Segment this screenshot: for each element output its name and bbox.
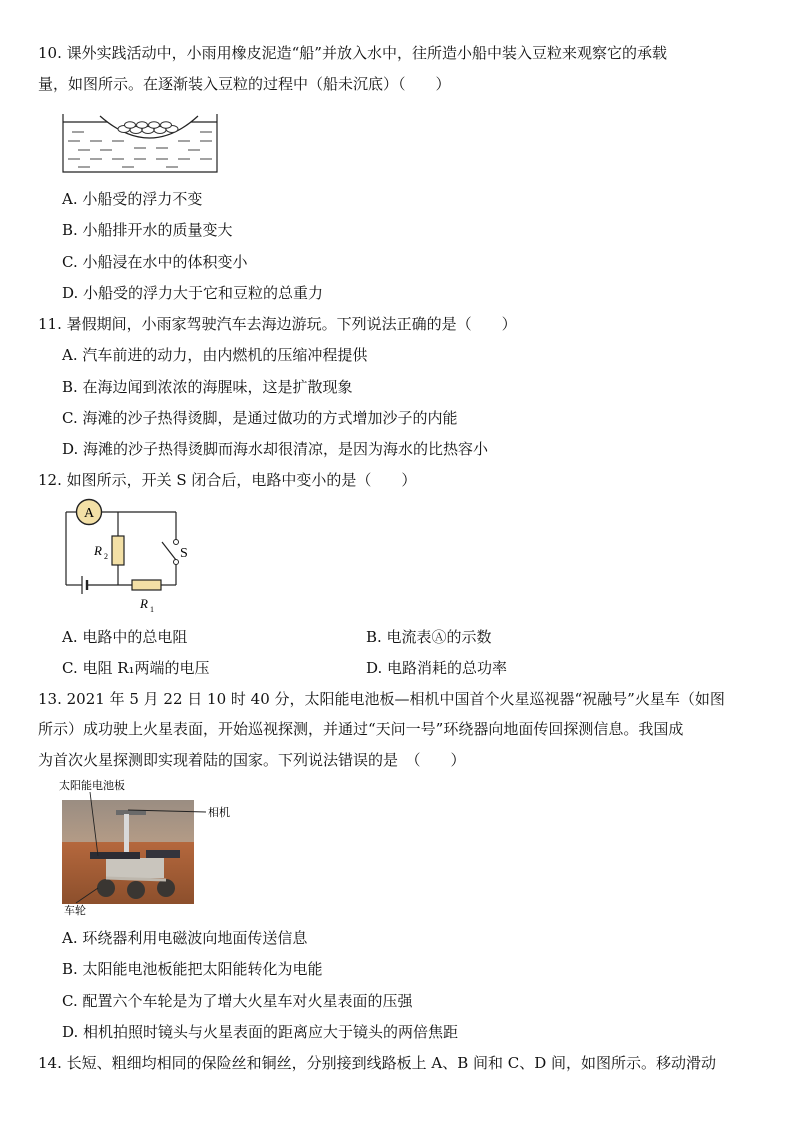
q12-option-a: A. 电路中的总电阻 <box>62 628 188 646</box>
boat-in-water-figure <box>60 108 220 176</box>
q10-option-c: C. 小船浸在水中的体积变小 <box>62 253 248 271</box>
label-wheel: 车轮 <box>64 905 86 917</box>
q12-option-d: D. 电路消耗的总功率 <box>366 659 508 677</box>
switch-label: S <box>180 546 188 561</box>
q13-stem-line2: 所示）成功驶上火星表面，开始巡视探测，并通过“天问一号”环绕器向地面传回探测信息。我国成 <box>38 720 684 738</box>
resistor-r1 <box>132 580 161 590</box>
q11-option-c: C. 海滩的沙子热得烫脚，是通过做功的方式增加沙子的内能 <box>62 409 458 427</box>
q12-option-c: C. 电阻 R₁两端的电压 <box>62 659 210 677</box>
switch-contact-bottom <box>174 560 179 565</box>
switch-contact-top <box>174 540 179 545</box>
q12-option-b: B. 电流表Ⓐ的示数 <box>366 628 492 646</box>
q10-option-d: D. 小船受的浮力大于它和豆粒的总重力 <box>62 284 324 302</box>
q11-stem: 11. 暑假期间，小雨家驾驶汽车去海边游玩。下列说法正确的是（ ） <box>38 315 517 333</box>
ammeter-label: A <box>83 506 95 521</box>
q10-option-b: B. 小船排开水的质量变大 <box>62 221 233 239</box>
label-solar-panel: 太阳能电池板 <box>59 780 125 792</box>
q13-option-c: C. 配置六个车轮是为了增大火星车对火星表面的压强 <box>62 992 413 1010</box>
label-camera: 相机 <box>208 807 230 819</box>
q14-stem-line1: 14. 长短、粗细均相同的保险丝和铜丝，分别接到线路板上 A、B 间和 C、D 间，如图所示。移动滑动 <box>38 1054 717 1072</box>
q11-option-d: D. 海滩的沙子热得烫脚而海水却很清凉，是因为海水的比热容小 <box>62 440 489 458</box>
q13-stem-line1: 13. 2021 年 5 月 22 日 10 时 40 分，太阳能电池板—相机中国首个火星巡视器“祝融号”火星车（如图 <box>38 690 725 708</box>
q13-option-a: A. 环绕器利用电磁波向地面传送信息 <box>62 929 308 947</box>
q10-stem-line1: 10. 课外实践活动中，小雨用橡皮泥造“船”并放入水中，往所造小船中装入豆粒来观察它的承载 <box>38 44 667 62</box>
q13-option-b: B. 太阳能电池板能把太阳能转化为电能 <box>62 960 323 978</box>
q11-option-a: A. 汽车前进的动力，由内燃机的压缩冲程提供 <box>62 346 368 364</box>
r1-subscript: 1 <box>150 605 154 614</box>
circuit-diagram <box>58 498 208 618</box>
q13-option-d: D. 相机拍照时镜头与火星表面的距离应大于镜头的两倍焦距 <box>62 1023 459 1041</box>
rover-annotation-lines <box>58 776 248 922</box>
r2-subscript: 2 <box>104 552 108 561</box>
resistor-r2 <box>112 536 124 565</box>
q12-stem: 12. 如图所示，开关 S 闭合后，电路中变小的是（ ） <box>38 471 417 489</box>
q10-stem-line2: 量，如图所示。在逐渐装入豆粒的过程中（船未沉底）（ ） <box>38 75 451 93</box>
q10-option-a: A. 小船受的浮力不变 <box>62 190 203 208</box>
q11-option-b: B. 在海边闻到浓浓的海腥味，这是扩散现象 <box>62 378 353 396</box>
q13-stem-line3: 为首次火星探测即实现着陆的国家。下列说法错误的是 （ ） <box>38 751 466 769</box>
r2-label: R <box>94 543 102 558</box>
r1-label: R <box>140 596 148 611</box>
battery <box>82 576 87 594</box>
